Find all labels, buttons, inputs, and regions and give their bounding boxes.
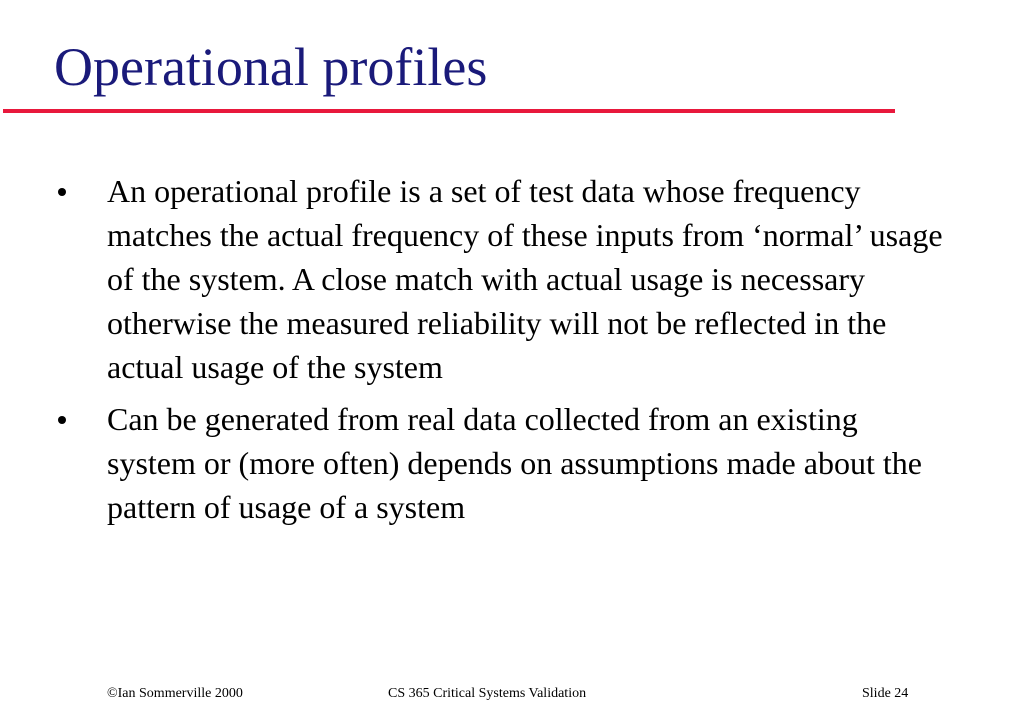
bullet-list — [0, 169, 1023, 537]
bullet-item — [0, 169, 947, 389]
title-underline — [3, 109, 895, 113]
bullet-text: Can be generated from real data collected from an existing system or (more often) depends on assumptions made about the pattern of usage of a system — [107, 401, 922, 525]
footer-slide-number: Slide 24 — [862, 686, 909, 701]
footer-copyright: ©Ian Sommerville 2000 — [107, 686, 243, 701]
bullet-text: An operational profile is a set of test data whose frequency matches the actual frequency of these inputs from ‘normal’ usage of the system. A close match with actual usage is necessary otherwise the measured reliability will not be reflected in the actual usage of the system — [107, 173, 943, 385]
bullet-dot-icon — [58, 188, 66, 196]
slide-title: Operational profiles — [54, 37, 488, 97]
bullet-item — [0, 397, 947, 529]
footer-course-title: CS 365 Critical Systems Validation — [388, 686, 587, 701]
bullet-dot-icon — [58, 416, 66, 424]
